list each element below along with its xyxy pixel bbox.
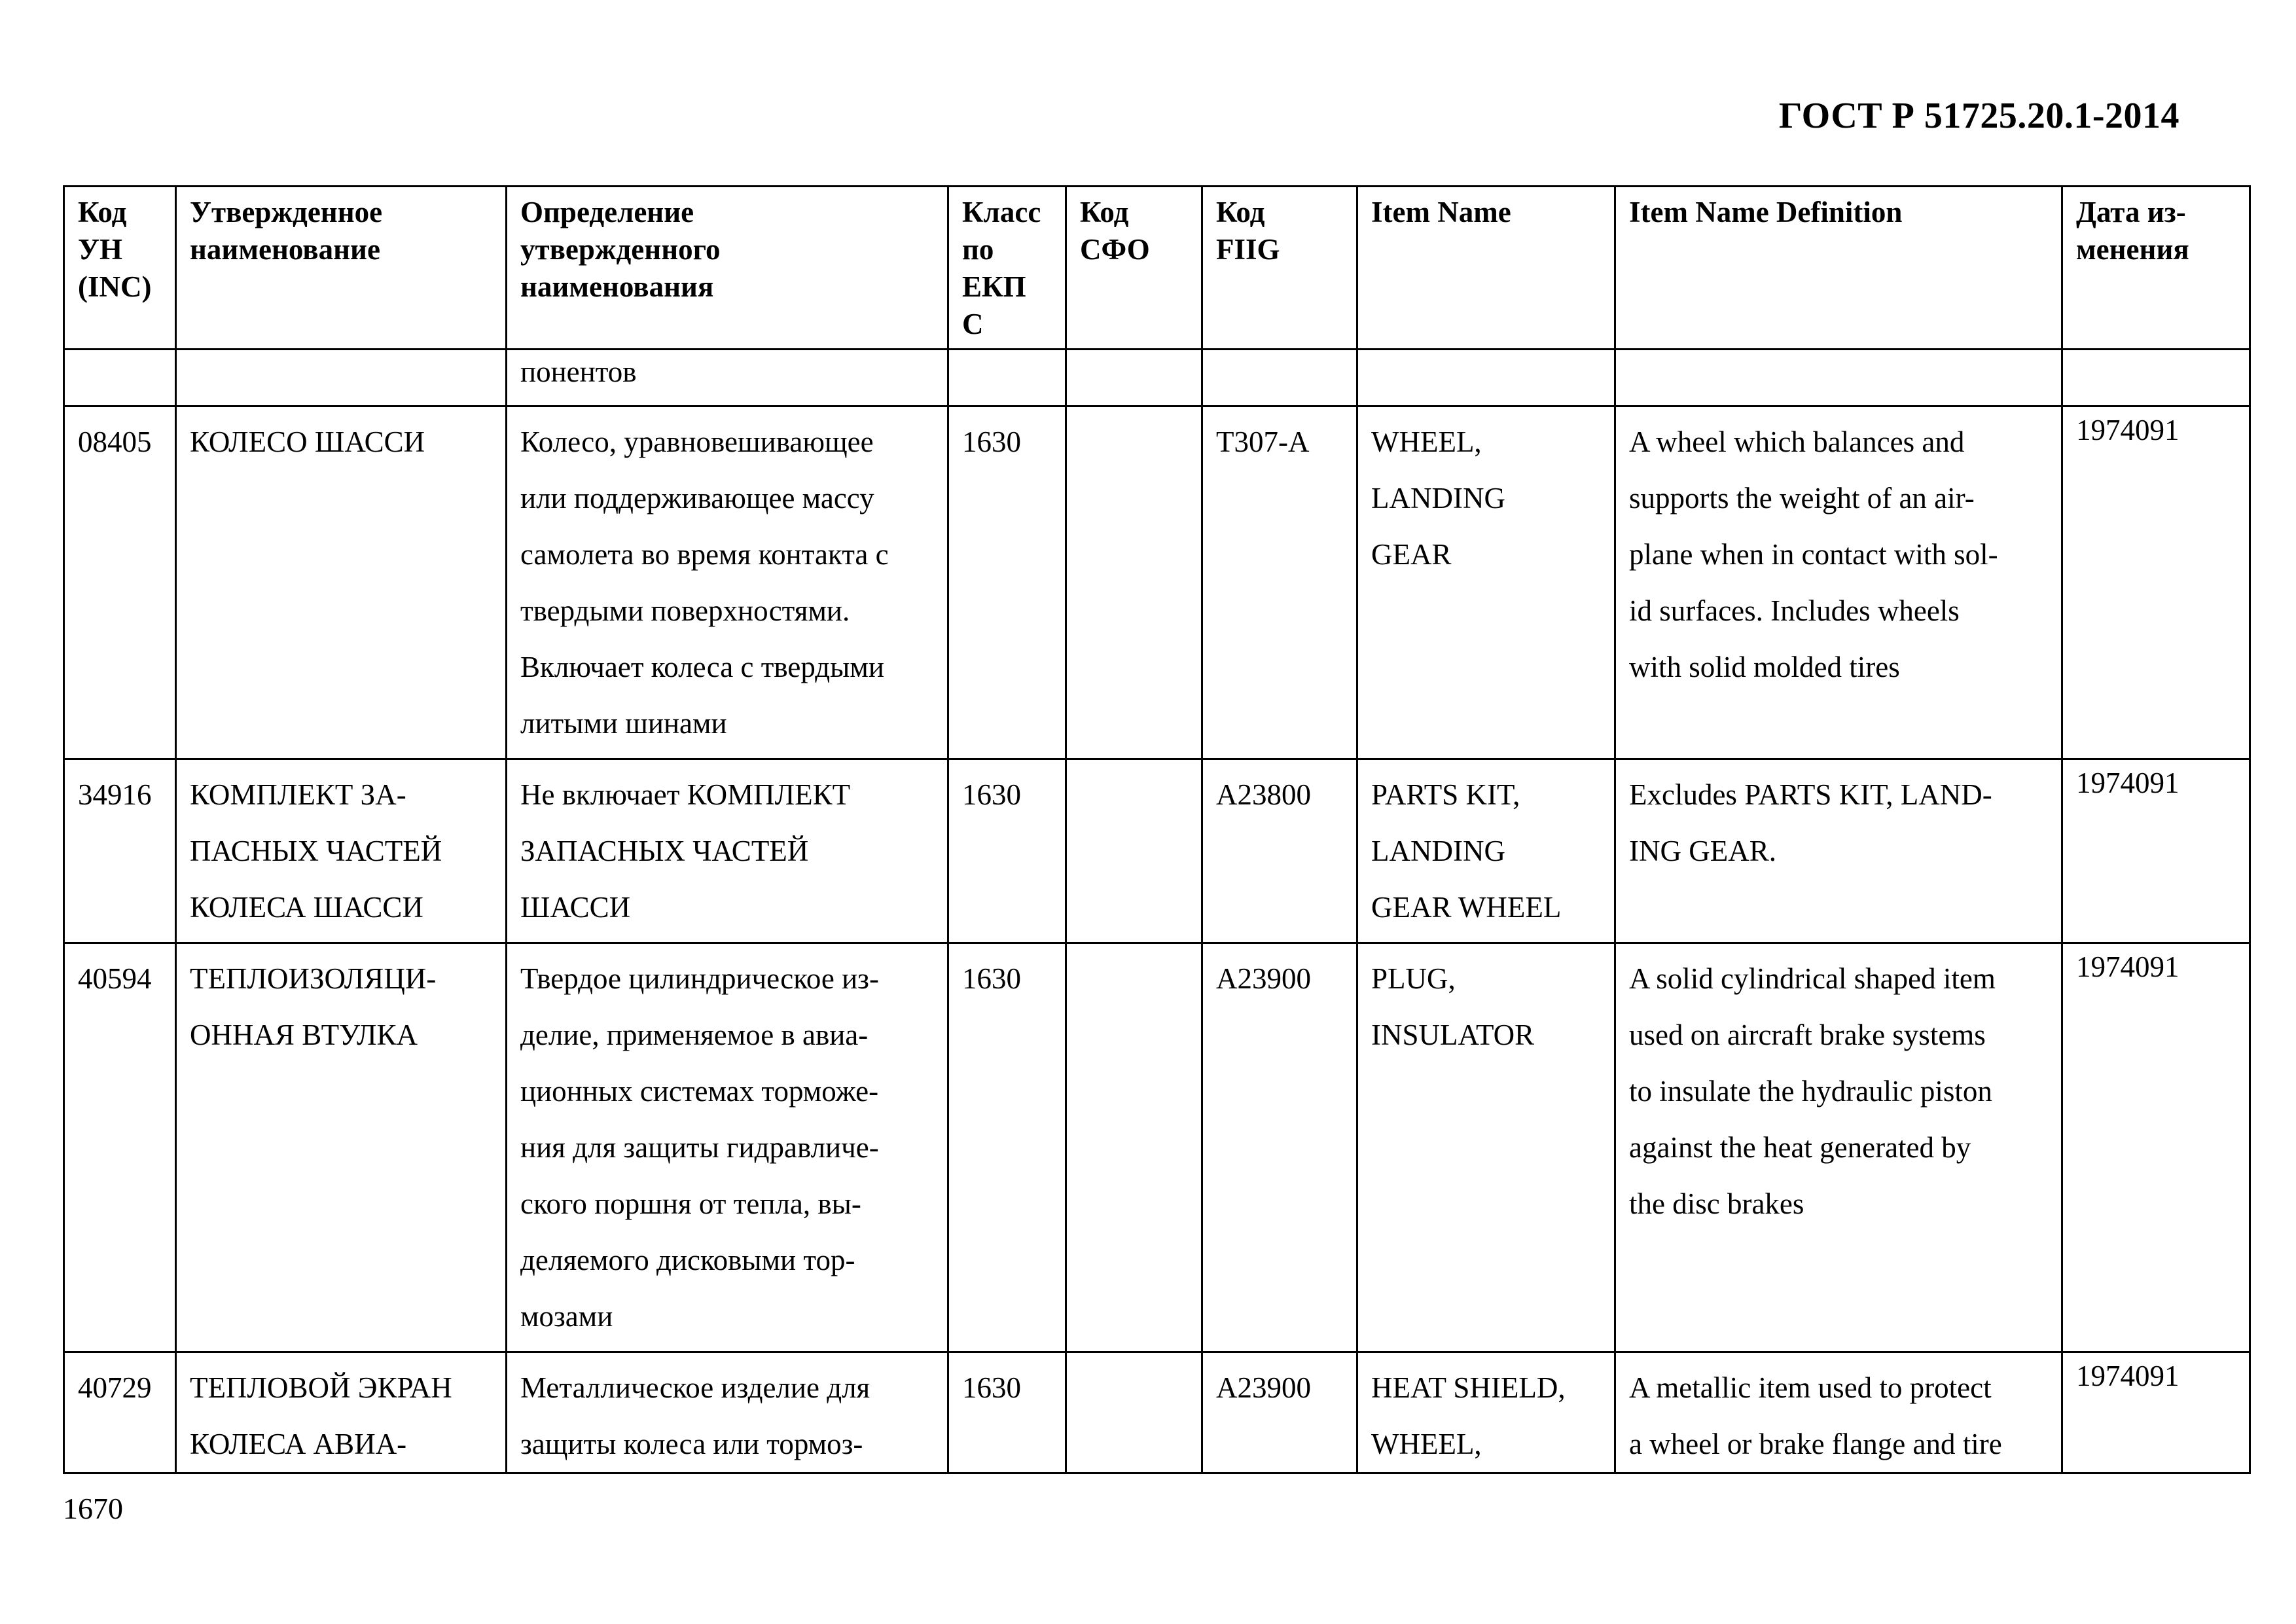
- cell-definition-ru: Не включает КОМПЛЕКТ ЗАПАСНЫХ ЧАСТЕЙ ШАССИ: [507, 759, 948, 943]
- cell-fiig: A23800: [1202, 759, 1357, 943]
- cell-date: 1974091: [2062, 759, 2250, 943]
- cell-sfo: [1066, 943, 1202, 1352]
- cell-name-ru: КОЛЕСО ШАССИ: [176, 406, 507, 759]
- cell-definition-ru: понентов: [507, 350, 948, 406]
- cell-inc: 40594: [64, 943, 176, 1352]
- table-header-row: [64, 187, 2250, 350]
- cell-date: 1974091: [2062, 943, 2250, 1352]
- cell-definition-ru: Металлическое изделие для защиты колеса или тормоз-: [507, 1352, 948, 1473]
- column-header-item-name: Item Name: [1357, 187, 1615, 350]
- cell-sfo: [1066, 759, 1202, 943]
- cell-class: 1630: [948, 943, 1066, 1352]
- cell-item-definition: [1615, 350, 2062, 406]
- cell-item-name: [1357, 350, 1615, 406]
- cell-item-definition: Excludes PARTS KIT, LAND- ING GEAR.: [1615, 759, 2062, 943]
- cell-date: [2062, 350, 2250, 406]
- column-header-item-name-definition: Item Name Definition: [1615, 187, 2062, 350]
- page-number: 1670: [63, 1492, 123, 1525]
- table-row-continuation: [64, 350, 2250, 406]
- cell-item-definition: A solid cylindrical shaped item used on aircraft brake systems to insulate the hydraulic piston against the heat generated by the disc brakes: [1615, 943, 2062, 1352]
- cell-sfo: [1066, 1352, 1202, 1473]
- cell-definition-ru: Колесо, уравновешивающее или поддерживающее массу самолета во время контакта с твердыми поверхностями. Включает колеса с твердыми литыми шинами: [507, 406, 948, 759]
- table-row: [64, 406, 2250, 759]
- cell-class: 1630: [948, 1352, 1066, 1473]
- cell-name-ru: [176, 350, 507, 406]
- cell-class: [948, 350, 1066, 406]
- cell-fiig: A23900: [1202, 1352, 1357, 1473]
- column-header-change-date: Дата из- менения: [2062, 187, 2250, 350]
- cell-item-definition: A metallic item used to protect a wheel or brake flange and tire: [1615, 1352, 2062, 1473]
- cell-sfo: [1066, 406, 1202, 759]
- column-header-fiig: Код FIIG: [1202, 187, 1357, 350]
- document-code: ГОСТ Р 51725.20.1-2014: [1778, 96, 2179, 136]
- cell-item-definition: A wheel which balances and supports the weight of an air- plane when in contact with sol- id surfaces. Includes wheels with solid molded tires: [1615, 406, 2062, 759]
- cell-name-ru: КОМПЛЕКТ ЗА- ПАСНЫХ ЧАСТЕЙ КОЛЕСА ШАССИ: [176, 759, 507, 943]
- cell-inc: 08405: [64, 406, 176, 759]
- cell-class: 1630: [948, 406, 1066, 759]
- column-header-inc: Код УН (INC): [64, 187, 176, 350]
- cell-item-name: WHEEL, LANDING GEAR: [1357, 406, 1615, 759]
- column-header-approved-name: Утвержденное наименование: [176, 187, 507, 350]
- column-header-name-definition: Определение утвержденного наименования: [507, 187, 948, 350]
- cell-class: 1630: [948, 759, 1066, 943]
- item-name-table: [63, 185, 2251, 1474]
- cell-item-name: PLUG, INSULATOR: [1357, 943, 1615, 1352]
- table-row: [64, 943, 2250, 1352]
- cell-inc: 34916: [64, 759, 176, 943]
- column-header-sfo: Код СФО: [1066, 187, 1202, 350]
- table-row: [64, 759, 2250, 943]
- cell-fiig: [1202, 350, 1357, 406]
- column-header-class: Класс по ЕКП С: [948, 187, 1066, 350]
- cell-item-name: HEAT SHIELD, WHEEL,: [1357, 1352, 1615, 1473]
- table-row: [64, 1352, 2250, 1473]
- cell-inc: 40729: [64, 1352, 176, 1473]
- cell-fiig: A23900: [1202, 943, 1357, 1352]
- cell-item-name: PARTS KIT, LANDING GEAR WHEEL: [1357, 759, 1615, 943]
- cell-date: 1974091: [2062, 1352, 2250, 1473]
- cell-name-ru: ТЕПЛОВОЙ ЭКРАН КОЛЕСА АВИА-: [176, 1352, 507, 1473]
- cell-definition-ru: Твердое цилиндрическое из- делие, применяемое в авиа- ционных системах торможе- ния для защиты гидравличе- ского поршня от тепла, вы- деляемого дисковыми тор- мозами: [507, 943, 948, 1352]
- cell-name-ru: ТЕПЛОИЗОЛЯЦИ- ОННАЯ ВТУЛКА: [176, 943, 507, 1352]
- cell-sfo: [1066, 350, 1202, 406]
- cell-inc: [64, 350, 176, 406]
- cell-date: 1974091: [2062, 406, 2250, 759]
- cell-fiig: T307-A: [1202, 406, 1357, 759]
